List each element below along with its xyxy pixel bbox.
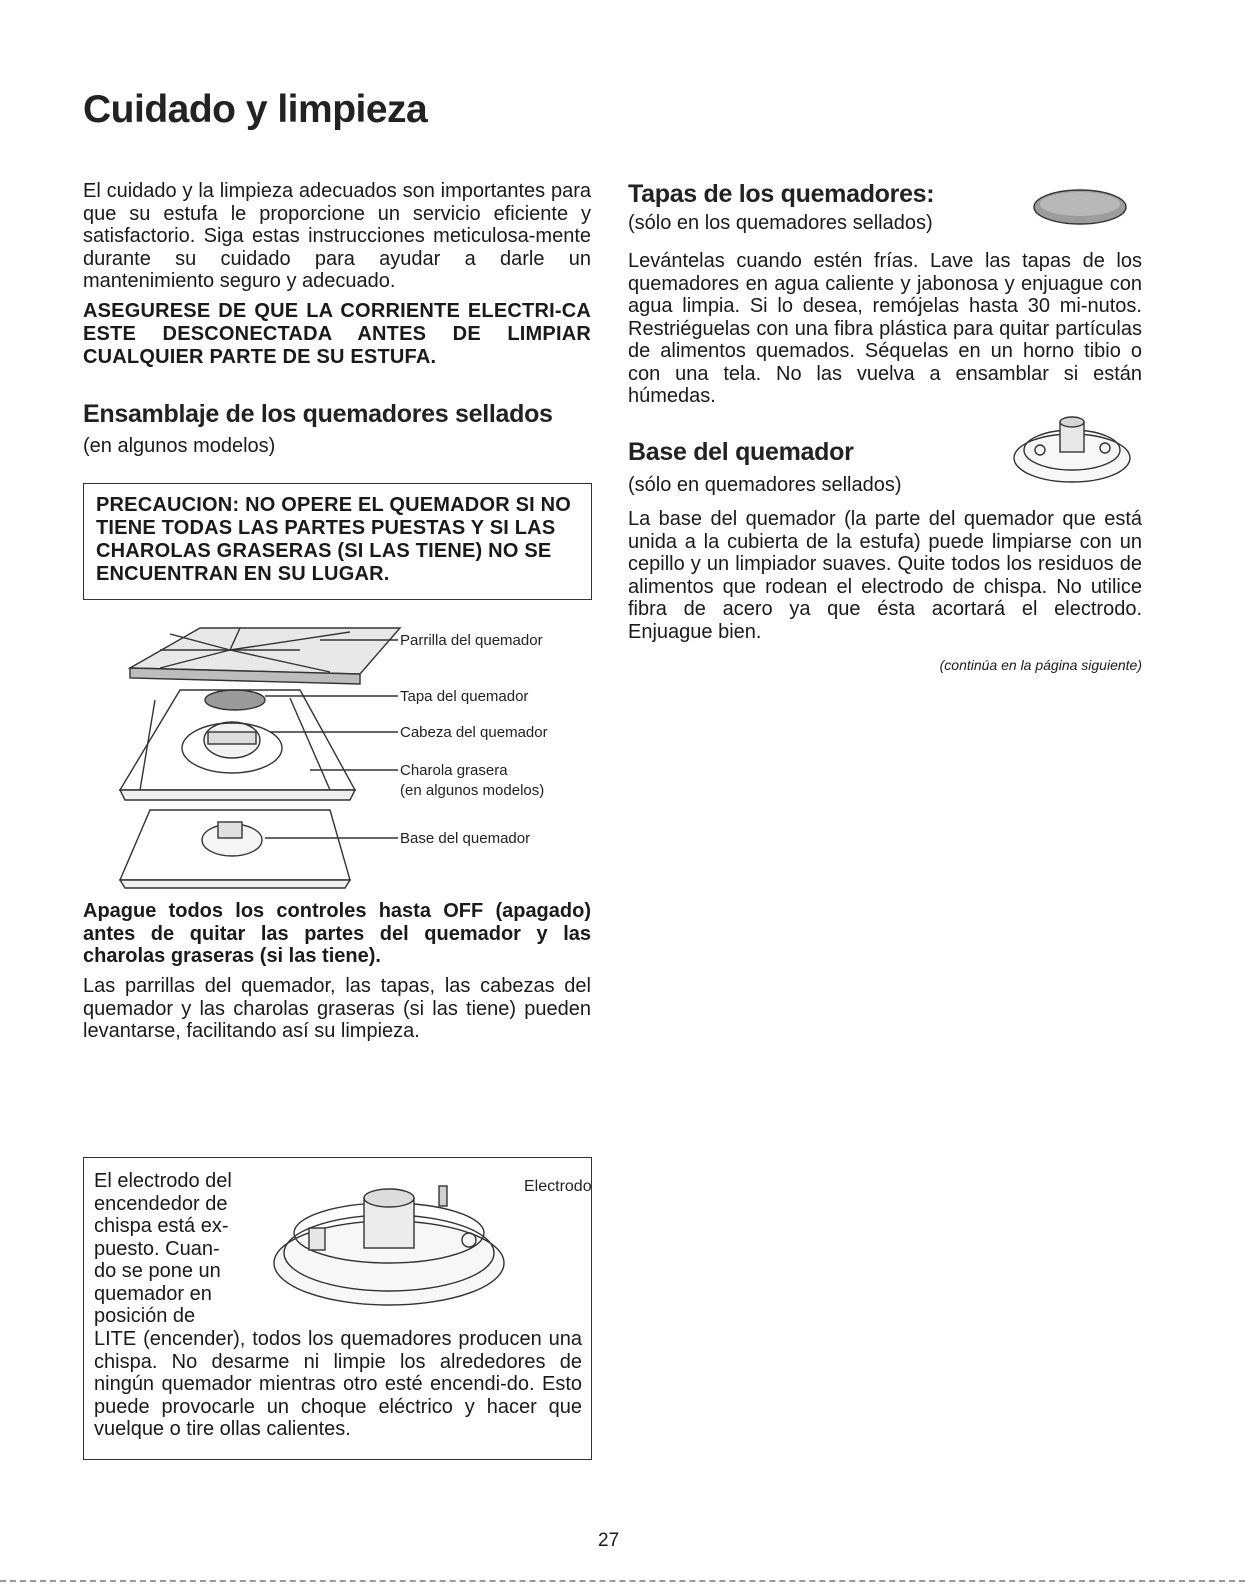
electrode-warning-text: LITE (encender), todos los quemadores producen una chispa. No desarme ni limpie los alrededores de ningún quemador mientras otro esté encendi-do. Esto puede provocarle un choque eléctrico y hacer que vuelque o tire ollas calientes. [94, 1328, 582, 1440]
label-head: Cabeza del quemador [400, 724, 548, 741]
continued-note: (continúa en la página siguiente) [939, 657, 1142, 673]
page-title: Cuidado y limpieza [83, 88, 428, 131]
electrode-warning-box [83, 1157, 592, 1460]
burner-base-icon [1010, 410, 1135, 490]
sealed-burners-subheading: (en algunos modelos) [83, 435, 276, 457]
label-grate: Parrilla del quemador [400, 632, 543, 649]
electrode-label: Electrodo [524, 1178, 592, 1195]
label-drip-pan: Charola grasera [400, 762, 508, 779]
label-drip-pan-note: (en algunos modelos) [400, 782, 545, 799]
caps-heading: Tapas de los quemadores: [628, 180, 935, 208]
burner-diagram-illustration [100, 610, 600, 900]
removable-parts-text: Las parrillas del quemador, las tapas, las cabezas del quemador y las charolas graseras (si las tiene) pueden levantarse, facilitando así su limpieza. [83, 975, 591, 1042]
electrode-line: chispa está ex- [94, 1215, 229, 1237]
electrode-text-lines [94, 1170, 254, 1328]
electrode-line: encendedor de [94, 1192, 228, 1215]
caution-text: PRECAUCION: NO OPERE EL QUEMADOR SI NO TIENE TODAS LAS PARTES PUESTAS Y SI LAS CHAROLAS GRASERAS (SI LAS TIENE) NO SE ENCUENTRAN EN SU LUGAR. [96, 494, 572, 585]
label-cap: Tapa del quemador [400, 688, 529, 705]
caution-box [83, 483, 592, 600]
electrode-line: posición de [94, 1305, 196, 1327]
sealed-burners-heading: Ensamblaje de los quemadores sellados [83, 400, 553, 428]
page-number: 27 [598, 1530, 620, 1551]
page-bottom-rule [0, 1580, 1245, 1582]
caps-text: Levántelas cuando estén frías. Lave las tapas de los quemadores en agua caliente y jabonosa y enjuague con agua limpia. Si lo desea, remójelas hasta 30 mi-nutos. Restriéguelas con una fibra plástica para quitar partículas de alimentos quemados. Séquelas en un horno tibio o con una tela. No las vuelva a ensamblar si están húmedas. [628, 250, 1142, 407]
electrode-line: quemador en [94, 1282, 212, 1305]
intro-paragraph: El cuidado y la limpieza adecuados son importantes para que su estufa le proporcione un servicio eficiente y satisfactorio. Siga estas instrucciones meticulosa-mente durante su cuidado para ayudar a darle un mantenimiento seguro y adecuado. [83, 180, 591, 292]
turn-off-instruction: Apague todos los controles hasta OFF (apagado) antes de quitar las partes del quemador y las charolas graseras (si las tiene). [83, 900, 591, 967]
base-text: La base del quemador (la parte del quemador que está unida a la cubierta de la estufa) puede limpiarse con un cepillo y un limpiador suaves. Quite todos los residuos de alimentos que rodean el electrodo de chispa. No utilice fibra de acero ya que ésta acortará el electrodo. Enjuague bien. [628, 508, 1142, 643]
electrode-line: El electrodo del [94, 1170, 232, 1192]
base-subheading: (sólo en quemadores sellados) [628, 474, 902, 496]
burner-exploded-diagram [100, 610, 600, 900]
caps-subheading: (sólo en los quemadores sellados) [628, 212, 933, 234]
base-heading: Base del quemador [628, 438, 854, 466]
electrical-warning: ASEGURESE DE QUE LA CORRIENTE ELECTRI-CA ESTE DESCONECTADA ANTES DE LIMPIAR CUALQUIER PARTE DE SU ESTUFA. [83, 300, 591, 368]
burner-cap-icon [1030, 185, 1130, 230]
label-base: Base del quemador [400, 830, 531, 847]
electrode-line: do se pone un [94, 1260, 221, 1282]
electrode-line: puesto. Cuan- [94, 1237, 220, 1260]
electrode-burner-illustration [269, 1168, 519, 1308]
